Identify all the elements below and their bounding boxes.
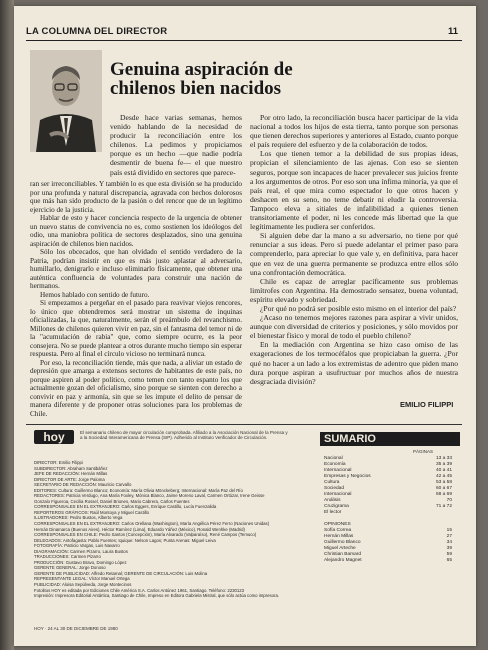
article-paragraph: ¿Acaso no tenemos mejores razones para aspirar a vivir unidos, aunque con diversidad de criterios y posiciones, y sólo movidos por el bienestar físico y moral de todo el pueblo chileno?: [250, 313, 458, 341]
credit-line: GERENTE DE PUBLICIDAD: Alfredo Retamal; GERENTE DE CIRCULACIÓN: Luis Molina: [34, 570, 208, 576]
sumario-opinion-label: OPINIONES: [324, 522, 351, 527]
credit-line: EDITORES: Cultura: Guillermo Blanco; Economía: María Olivia Mönckeberg; Internacional: María Paz del Río: [34, 487, 243, 493]
sumario-pages-label: PÁGINAS: [413, 449, 434, 454]
credit-line: CORRESPONSALES EN CHILE: Pedro Santos (Concepción), María Alvarado (Valparaíso), René Campos (Temuco): [34, 532, 257, 538]
article-paragraph: ¿Por qué no podrá ser posible esto mismo en el interior del país?: [260, 303, 457, 313]
sumario-row-label: Sofía Correa: [324, 528, 352, 533]
credit-line: ILUSTRADORES: Pedro Bustos, Alberto Vega: [34, 515, 123, 521]
article-column-left-top: [110, 113, 242, 177]
sumario-row-page: 15: [446, 528, 452, 533]
credit-line: GERENTE GENERAL: Jorge Donoso: [34, 565, 106, 571]
sumario-row-page: 59: [446, 552, 452, 557]
sumario-row-label: Cultura: [324, 480, 340, 485]
credit-line: DIRECTOR: Emilio Filippi: [34, 460, 83, 465]
sumario-row-label: Alejandro Magnet: [324, 558, 362, 563]
article-paragraph: Por eso, la reconciliación tiende, más que nada, a aliviar un estado de depresión que amarga a extensos sectores de habitantes de este país, no porque aspiren al poder político, como temen con tanto espanto los que actualmente gozan del oficialismo, sino porque se sienten con derecho a convivir en paz y armonía, sin que se les impute el delito de pensar de manera diferente y de proponer otras soluciones para los problemas de Chile.: [30, 358, 242, 418]
article-paragraph: Hemos hablado con sentido de futuro.: [40, 290, 150, 299]
page-footer: HOY · 24 AL 30 DE DICIEMBRE DE 1980: [34, 626, 118, 631]
credit-line: Hernán Dinamarca (Buenos Aires), Héctor Ramírez (Lima), Eduardo Yáñez (México), Ronald Wenhke (Madrid): [34, 526, 245, 532]
sumario-row-page: 60 a 67: [435, 486, 452, 491]
credit-line: DELEGADOS: Antofagasta: Pablo Fuentes; Iquique: Nelson Lagos; Punta Arenas: Miguel Leiva: [34, 537, 216, 543]
sumario-row-label: Análisis: [324, 498, 341, 503]
article-title: Genuina aspiración de chilenos bien nacidos: [110, 59, 293, 99]
sumario-row-page: 39: [446, 546, 452, 551]
article-paragraph: Desde hace varias semanas, hemos venido hablando de la necesidad de producir la reconciliación entre los chilenos. La pedimos y propiciamos porque es un hecho —que nadie podría desmentir de buena fe— el que nuestro país está dividido en sectores que parece-: [110, 113, 242, 177]
sumario-row-page: 34: [446, 540, 452, 545]
sumario-row-page: 68 a 69: [435, 492, 452, 497]
page-header: [26, 26, 462, 41]
article-paragraph: En la mediación con Argentina se hizo caso omiso de las exageraciones de los termocéfalos que propiciaban la guerra. ¿Por qué no hacer a un lado a los extremistas de adentro que piden mano dura porque aspiran a usufructuar por muchos años de nuestra desgraciada división?: [250, 340, 458, 386]
sumario-row-page: 53 a 58: [435, 480, 452, 485]
credit-line: Fotolitos HOY es editada por Ediciones Chile América S.A. Carlos Antúnez 1961, Santiago. Teléfono: 2230123: [34, 587, 245, 593]
credit-line: REDACTORES: Patricia Verdugo, Ana María Foxley, Mónica Blanco, Jaime Moreno Laval, Carmen Ortúzar, Irene Geisse: [34, 493, 265, 499]
sumario-row-label: Hernán Millas: [324, 534, 354, 539]
credit-line: CORRESPONSALES EN EL EXTRANJERO: Carlos Orellana (Washington), María Angélica Pérez Ferro (Naciones Unidas): [34, 521, 270, 527]
sumario-list: [324, 456, 452, 564]
sumario-row-page: 27: [446, 534, 452, 539]
credit-line: SUBDIRECTOR: Abraham Santibáñez: [34, 465, 108, 471]
sumario-row-page: 13 a 33: [435, 456, 452, 461]
sumario-row-label: Economía: [324, 462, 346, 467]
article-paragraph: Sólo los obcecados, que han olvidado el sentido verdadero de la Patria, podrían insistir en que es más justo aplastar al adversario, humillarlo, denigrarlo e incluso eliminarlo físicamente, que obtener una auténtica confluencia de voluntades para construir una nación de hermanos.: [30, 248, 242, 290]
sumario-row-page: 42 a 45: [435, 474, 452, 479]
article-column-left-bottom: [30, 180, 242, 418]
sumario-row-label: Internacional: [324, 492, 352, 497]
credit-line: DIRECTOR DE ARTE: Jorge Paloma: [34, 476, 105, 482]
article-paragraph: Si alguien debe dar la mano a su adversario, no tiene por qué renunciar a sus ideas. Pero sí puede adelantar el primer paso para comprenderlo, para apreciar lo que vale y, en definitiva, para hacer que en vez de una guerra permanente se produzca entre ellos sólo una confrontación democrática.: [250, 231, 458, 277]
author-signature: EMILIO FILIPPI: [400, 400, 454, 409]
sumario-row-page: 70: [446, 498, 452, 503]
credit-line: PUBLICIDAD: Aloisa Sepúlveda, Jorge Montecinos: [34, 582, 132, 588]
sumario-row: [324, 558, 452, 564]
page-number: 11: [447, 26, 458, 37]
credit-line: TRADUCCIONES: Carmen Pizarro: [34, 554, 101, 560]
sumario-title: SUMARIO: [320, 432, 460, 446]
sumario-row-label: Internacional: [324, 468, 352, 473]
binding-spine: [0, 0, 14, 650]
credit-line: SECRETARIO DE REDACCIÓN: Mauricio Carvallo: [34, 482, 132, 488]
credit-line: Gonzalo Figueroa, Cecilia Rossel, Daniel Briones, Mario Cabrera, Carlos Fuentes: [34, 498, 190, 504]
section-title: LA COLUMNA DEL DIRECTOR: [26, 26, 168, 37]
credit-line: JEFE DE REDACCIÓN: Hernán Millas: [34, 471, 108, 477]
credit-line: Impresión: Impresora Editorial Antártica, Santiago de Chile, Impreso en Editora Gabriela Mistral, que sólo actúa como impresora.: [34, 593, 280, 599]
section-divider: [26, 424, 462, 425]
article-paragraph: Los que tienen temor a la debilidad de sus propias ideas, propician el silenciamiento de las ajenas. Con eso se sienten seguros, porque son incapaces de hacer prevalecer sus juicios frente a los argumentos de otros. Por eso son una ínfima minoría, ya que el país real, el que mira como espectador lo que otros hacen y deshacen en su seno, no teme debatir ni eludir la controversia. Tampoco eleva a sitiales de infalibilidad a quienes tienen transitoriamente el poder, ni les concede más libertad que la que legítimamente les pudiera ser conferidos.: [250, 149, 458, 232]
article-paragraph: Hablar de esto y hacer conciencia respecto de la urgencia de obtener un nuevo status de convivencia no es, como sostienen los ideólogos del odio, una maniobra política de sectores desplazados, sino una genuina aspiración de chilenos bien nacidos.: [30, 214, 242, 248]
sumario-row-page: 71 a 72: [435, 504, 452, 509]
hoy-logo: hoy: [34, 430, 74, 444]
credit-line: REPRESENTANTE LEGAL: Víctor Manuel Ortega: [34, 576, 130, 582]
credit-line: REPORTEROS GRÁFICOS: Raúl Montoya y Miguel Castillo: [34, 509, 150, 515]
author-photo: [30, 50, 102, 152]
article-paragraph: Si empezamos a pergeñar en el pasado para reavivar viejos rencores, lo único que obtendremos será mostrar un sistema de inquinas oficializadas, la que, naturalmente, serán el preámbulo del revanchismo. Millones de chilenos quieren vivir en paz, sin el fantasma del temor ni de la "acumulación de rabia" que, como siempre ocurre, es la peor consejera. No se puede plantear a otros durante mucho tiempo sin esperar respuesta. Pero al final el círculo vicioso no terminará nunca.: [30, 299, 242, 358]
sumario-row-label: Miguel Arteche: [324, 546, 356, 551]
article-paragraph: ran ser irreconciliables. Y también lo es que esta división se ha producido por una profunda y natural discrepancia, agravada con hechos dolorosos que más han sido producto de la pasión o del rencor que de un legítimo ejercicio de la justicia.: [30, 180, 242, 214]
sumario-row-page: 65: [446, 558, 452, 563]
article-column-right: [250, 113, 458, 386]
credit-line: FOTOGRAFÍA: Patricio Vargas, Luis Navarro: [34, 543, 120, 549]
sumario-row-page: 40 a 41: [435, 468, 452, 473]
credit-line: DIAGRAMACIÓN: Carmen Pizarro, Laura Bustos: [34, 548, 128, 554]
article-paragraph: Chile es capaz de arreglar pacíficamente sus problemas limítrofes con Argentina. Ha demostrado sensatez, buena voluntad, espíritu elevado y sobriedad.: [250, 276, 458, 304]
credit-line: PRODUCCIÓN: Gustavo Bravo, Domingo López: [34, 559, 127, 565]
sumario-row-label: Empresas y Negocios: [324, 474, 371, 479]
sumario-row-label: Christian Bamard: [324, 552, 362, 557]
sumario-row-label: El lector: [324, 510, 342, 515]
sumario-row-label: Cruzigrama: [324, 504, 349, 509]
sumario-row-label: Nacional: [324, 456, 343, 461]
masthead-credits: [34, 460, 292, 599]
sumario-row-label: Guillermo Blanco: [324, 540, 361, 545]
sumario-row-page: 35 a 39: [435, 462, 452, 467]
sumario-row-label: Sociedad: [324, 486, 345, 491]
masthead-tagline: El semanario chileno de mayor circulación comprobada. Afiliado a la Asociación Nacional de la Prensa y a la Sociedad Interamericana de Prensa (SIP). Adherido al Instituto Verificador de Circulación.: [80, 430, 288, 441]
credit-line: CORRESPONSALES EN EL EXTRANJERO: Carlos Eggers, Enrique Castillo, Lucía Fuenzalida: [34, 504, 217, 510]
article-paragraph: Por otro lado, la reconciliación busca hacer participar de la vida nacional a todos los hijos de esta tierra, tanto porque son personas que tienen derechos superiores y anteriores al Estado, cuanto porque el país requiere del esfuerzo y de la colaboración de todos.: [250, 113, 458, 150]
